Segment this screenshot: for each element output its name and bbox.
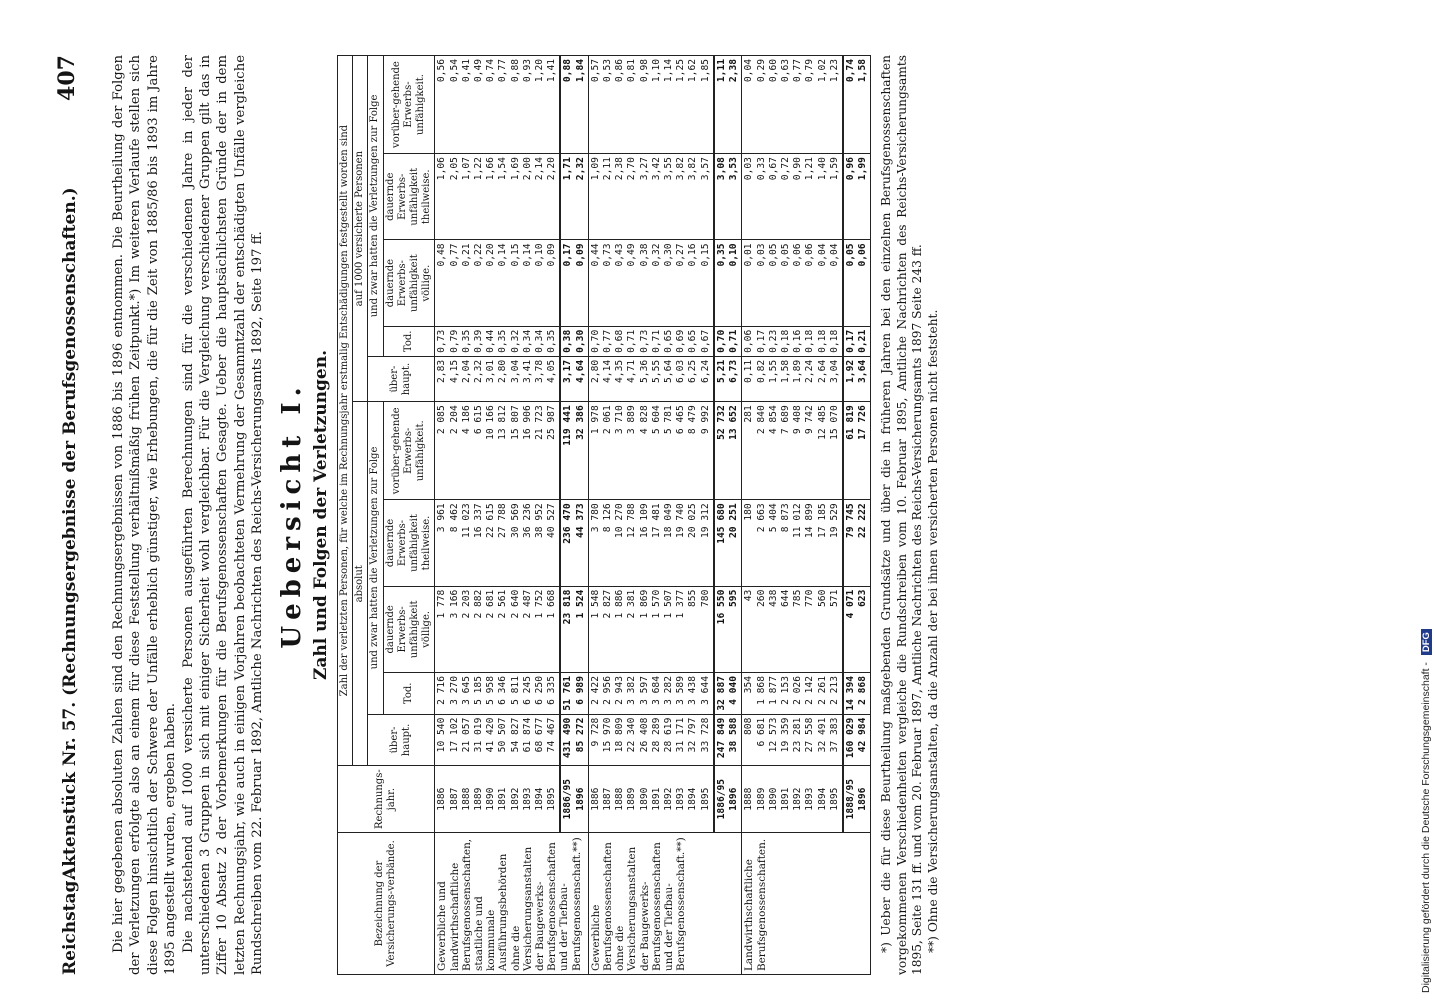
intro-paragraph-1: Die hier gegebenen absoluten Zahlen sind den Rechnungsergebnissen von 1886 bis 1896 entnommen. Die Beurtheilung der Folgen der Verletzungen erfolgte also an einem für diese Feststellung verhältnißmäßig frühen Zeitpunkt.*) Im weiteren Verlaufe stellen sich diese Folgen hinsichtlich der Schwere der Unfälle erheblich günstiger, wie Erhebungen, die für die Zeit von 1885/86 bis 1893 im Jahre 1895 angestellt wurden, ergeben haben. — [111, 55, 179, 975]
rel-tod-cell: 0,06 0,17 0,23 0,18 0,16 0,18 0,18 0,18 — [742, 326, 843, 356]
rel-vorueb-cell: 1,11 2,38 — [714, 56, 742, 154]
dauernde-label: dauernde Erwerbs-unfähigkeit — [384, 167, 421, 226]
theilweise-label: theilweise. — [421, 515, 433, 571]
header-abs-tod — [383, 673, 435, 715]
header-rel-und-zwar: und zwar hatten die Verletzungen zur Folge — [368, 56, 383, 357]
header-abs-total: über-haupt. — [368, 714, 435, 766]
year-cell: 1888 1889 1890 1891 1892 1893 1894 1895 — [742, 766, 843, 833]
dauernde-label: dauernde Erwerbs-unfähigkeit — [384, 254, 421, 312]
header-abs-vorueb: vorüber-gehende Erwerbs-unfähigkeit. — [383, 402, 435, 500]
header-per-1000: auf 1000 versicherte Personen — [353, 56, 368, 402]
abs-total-cell: 10 540 17 102 21 057 31 019 41 420 50 507 54 827 61 874 68 677 74 467 — [435, 714, 561, 766]
year-cell: 1886 1887 1888 1889 1890 1891 1892 1893 1894 1895 — [435, 766, 561, 833]
abs-voellig-cell: 1 548 2 827 1 886 2 381 1 869 1 570 1 507 1 377 855 780 — [588, 586, 714, 672]
rel-vorueb-cell: 0,57 0,53 0,86 0,81 0,98 1,10 1,14 1,25 1,62 1,85 — [588, 56, 714, 154]
abs-theil-cell: 79 745 22 222 — [843, 500, 871, 586]
header-year: Rechnungs-jahr. — [338, 766, 435, 833]
abs-total-cell: 431 490 85 272 — [560, 714, 588, 766]
rel-tod-cell: 0,73 0,79 0,35 0,39 0,44 0,35 0,32 0,34 0,34 0,35 — [435, 326, 561, 356]
theilweise-label: theilweise. — [421, 169, 433, 225]
abs-voellig-cell: 43 260 438 644 785 770 560 571 — [742, 586, 843, 672]
rel-total-cell: 5,21 6,73 — [714, 356, 742, 401]
rel-tod-cell: 0,17 0,21 — [843, 326, 871, 356]
abs-tod-cell: 51 761 6 989 — [560, 673, 588, 715]
credit-text-wrapper — [1420, 629, 1432, 993]
table-row — [742, 56, 843, 975]
abs-tod-cell: 2 422 2 956 2 943 3 382 3 597 3 684 3 282 3 589 3 438 3 644 — [588, 673, 714, 715]
rel-voellig-cell: 0,44 0,73 0,43 0,49 0,38 0,32 0,30 0,27 0,16 0,15 — [588, 240, 714, 326]
abs-tod-cell: 32 887 4 040 — [714, 673, 742, 715]
injury-table — [337, 55, 871, 975]
rel-voellig-cell: 0,17 0,09 — [560, 240, 588, 326]
abs-vorueb-cell: 281 2 840 4 854 7 689 9 408 9 742 12 485 15 070 — [742, 402, 843, 500]
abs-total-cell: 247 849 38 588 — [714, 714, 742, 766]
abs-tod-cell: 354 1 868 1 877 2 153 2 026 2 142 2 261 2 213 — [742, 673, 843, 715]
voellige-label: völlige. — [421, 610, 433, 648]
abs-total-cell: 808 6 681 12 573 19 359 23 281 27 558 32 491 37 383 — [742, 714, 843, 766]
year-cell: 1888/95 1896 — [843, 766, 871, 833]
rel-total-cell: 1,92 3,64 — [843, 356, 871, 401]
rel-tod-cell: 0,38 0,30 — [560, 326, 588, 356]
table-row — [435, 56, 561, 975]
dfg-logo: DFG — [1421, 629, 1432, 655]
abs-total-cell: 160 029 42 984 — [843, 714, 871, 766]
abs-vorueb-cell: 2 085 2 204 4 186 6 615 10 166 13 812 15 807 16 906 21 723 25 987 — [435, 402, 561, 500]
header-rel-dauernd — [383, 240, 435, 326]
credit-text: Digitalisierung gefördert durch die Deutsche Forschungsgemeinschaft - — [1420, 662, 1432, 993]
rel-voellig-cell: 0,01 0,03 0,05 0,05 0,06 0,06 0,04 0,04 — [742, 240, 843, 326]
abs-vorueb-cell: 52 732 13 652 — [714, 402, 742, 500]
group-label: Gewerbliche Berufsgenossenschaften ohne die Versicherungsanstalten der Baugewerks-Berufsgenossenschaften und der Tiefbau-Berufsgenossenschaft.**) — [588, 833, 741, 975]
rel-theil-cell: 0,96 1,99 — [843, 154, 871, 240]
abs-theil-cell: 145 680 20 251 — [714, 500, 742, 586]
tod-label: Tod. — [402, 682, 414, 705]
year-cell: 1886/95 1896 — [714, 766, 742, 833]
rel-tod-cell: 0,70 0,77 0,68 0,71 0,73 0,71 0,65 0,69 0,65 0,67 — [588, 326, 714, 356]
table-area — [277, 55, 941, 975]
dauernde-label: dauernde Erwerbs-unfähigkeit — [384, 600, 421, 659]
abs-voellig-cell: 1 778 3 166 2 203 2 882 2 681 2 561 2 640 2 487 1 752 1 668 — [435, 586, 561, 672]
abs-theil-cell: 180 2 663 5 404 8 873 11 012 14 899 17 185 19 529 — [742, 500, 843, 586]
footnote-2: **) Ohne die Versicherungsanstalten, da die Anzahl der bei ihnen versicherten Personen nicht feststeht. — [925, 309, 940, 953]
rel-vorueb-cell: 0,56 0,54 0,41 0,49 0,74 0,77 0,88 0,93 1,20 1,41 — [435, 56, 561, 154]
abs-theil-cell: 236 470 44 373 — [560, 500, 588, 586]
rel-voellig-cell: 0,35 0,10 — [714, 240, 742, 326]
rel-total-cell: 2,83 4,15 2,04 2,32 3,01 2,80 3,04 3,41 3,78 4,05 — [435, 356, 561, 401]
rel-vorueb-cell: 0,74 1,58 — [843, 56, 871, 154]
header-rel-tod — [383, 326, 435, 356]
rel-total-cell: 2,80 4,14 4,35 4,71 5,36 5,55 5,64 6,03 6,25 6,24 — [588, 356, 714, 401]
rel-total-cell: 3,17 4,64 — [560, 356, 588, 401]
header-absolut: absolut — [353, 402, 368, 766]
credit-sidebar — [1420, 8, 1434, 998]
abs-vorueb-cell: 1 978 2 061 3 710 3 889 4 828 5 604 5 781 6 465 8 479 9 992 — [588, 402, 714, 500]
abs-theil-cell: 3 961 8 462 11 023 16 337 22 615 27 788 30 569 36 236 38 952 40 527 — [435, 500, 561, 586]
tod-label: Tod. — [402, 330, 414, 353]
rel-theil-cell: 1,71 2,32 — [560, 154, 588, 240]
rel-vorueb-cell: 0,04 0,29 0,60 0,63 0,77 0,79 1,02 1,23 — [742, 56, 843, 154]
abs-voellig-cell: 16 550 595 — [714, 586, 742, 672]
header-top: Zahl der verletzten Personen, für welche im Rechnungsjahr erstmalig Entschädigungen festgestellt worden sind — [338, 56, 353, 766]
section-title: Uebersicht I. — [277, 381, 307, 649]
header-label: Bezeichnung der Versicherungs-verbände. — [338, 833, 435, 975]
abs-vorueb-cell: 61 819 17 726 — [843, 402, 871, 500]
abs-voellig-cell: 23 818 1 524 — [560, 586, 588, 672]
running-head-left: Reichstag. — [60, 874, 80, 975]
running-head — [52, 55, 92, 975]
section-subtitle: Zahl und Folgen der Verletzungen. — [311, 349, 331, 681]
footnote-1: *) Ueber die für diese Beurtheilung maßgebenden Grundsätze und über die in früheren Jahren bei den einzelnen Berufsgenossenschaften vorgekommenen Verschiedenheiten vergleiche die Rundschreiben vom 10. Februar 1895, Amtliche Nachrichten des Reichs-Versicherungsamts 1895, Seite 131 ff. und vom 20. Februar 1897, Amtliche Nachrichten des Reichs-Versicherungsamts 1897 Seite 243 ff. — [879, 55, 925, 975]
rel-voellig-cell: 0,48 0,77 0,21 0,22 0,20 0,14 0,15 0,14 0,10 0,09 — [435, 240, 561, 326]
intro-text — [110, 55, 267, 975]
voellige-label: völlige. — [421, 264, 433, 302]
abs-voellig-cell: 4 071 623 — [843, 586, 871, 672]
footnotes — [879, 55, 941, 975]
year-cell: 1886/95 1896 — [560, 766, 588, 833]
header-rel-vorueb: vorüber-gehende Erwerbs-unfähigkeit. — [383, 56, 435, 154]
rel-total-cell: 0,11 0,82 1,55 1,58 1,89 2,24 2,64 3,04 — [742, 356, 843, 401]
header-abs-dauernd — [383, 586, 435, 672]
intro-paragraph-2: Die nachstehend auf 1000 versicherte Personen ausgeführten Berechnungen sind für die verschiedenen Jahre in jeder der unterschiedenen 3 Gruppen in sich mit einiger Sicherheit wohl vergleichbar. Für die Vergleichung verschiedener Gruppen gilt das in Ziffer 10 Absatz 2 der Vorbemerkungen für die Berufsgenossenschaften Gesagte. Ueber die hauptsächlichsten Gründe der in dem letzten Rechnungsjahr, wie auch in einigen Vorjahren beobachteten Vermehrung der Gesammtzahl der entschädigten Unfälle vergleiche Rundschreiben vom 22. Februar 1892, Amtliche Nachrichten des Reichs-Versicherungsamts 1892, Seite 197 ff. — [180, 55, 266, 975]
abs-vorueb-cell: 119 441 32 386 — [560, 402, 588, 500]
rel-theil-cell: 1,06 2,05 1,07 1,22 1,66 1,54 1,69 2,00 2,14 2,20 — [435, 154, 561, 240]
table-row — [588, 56, 714, 975]
rotated-page — [52, 55, 1417, 975]
group-label: Gewerbliche und landwirthschaftliche Berufsgenossenschaften, staatliche und kommunale Ausführungsbehörden ohne die Versicherungsanstalten der Baugewerks-Berufsgenossenschaften und der Tiefbau-Berufsgenossenschaft.**) — [435, 833, 588, 975]
rel-theil-cell: 0,03 0,33 0,67 0,72 0,90 1,21 1,40 1,59 — [742, 154, 843, 240]
rel-theil-cell: 1,09 2,11 2,38 2,70 3,27 3,42 3,55 3,82 3,82 3,57 — [588, 154, 714, 240]
header-rel-total: über-haupt. — [368, 356, 435, 401]
page-number: 407 — [54, 55, 80, 101]
abs-tod-cell: 14 394 2 868 — [843, 673, 871, 715]
rel-theil-cell: 3,08 3,53 — [714, 154, 742, 240]
abs-theil-cell: 3 780 8 126 10 270 12 788 16 109 17 481 18 049 19 740 20 025 19 312 — [588, 500, 714, 586]
running-head-title: Aktenstück Nr. 57. (Rechnungsergebnisse der Berufsgenossenschaften.) — [60, 187, 80, 880]
rel-voellig-cell: 0,05 0,06 — [843, 240, 871, 326]
abs-tod-cell: 2 716 3 270 3 645 5 185 5 958 6 346 5 811 6 245 6 250 6 335 — [435, 673, 561, 715]
dauernde-label: dauernde Erwerbs-unfähigkeit — [384, 514, 421, 572]
header-rel-theil — [383, 154, 435, 240]
rel-tod-cell: 0,70 0,71 — [714, 326, 742, 356]
year-cell: 1886 1887 1888 1889 1890 1891 1892 1893 1894 1895 — [588, 766, 714, 833]
abs-total-cell: 9 728 15 970 18 809 22 340 26 408 28 289 28 619 31 171 32 797 33 728 — [588, 714, 714, 766]
header-abs-und-zwar: und zwar hatten die Verletzungen zur Folge — [368, 402, 383, 714]
header-abs-theil — [383, 500, 435, 586]
group-label: Landwirthschaftliche Berufsgenossenschaften. — [742, 833, 871, 975]
rel-vorueb-cell: 0,88 1,84 — [560, 56, 588, 154]
